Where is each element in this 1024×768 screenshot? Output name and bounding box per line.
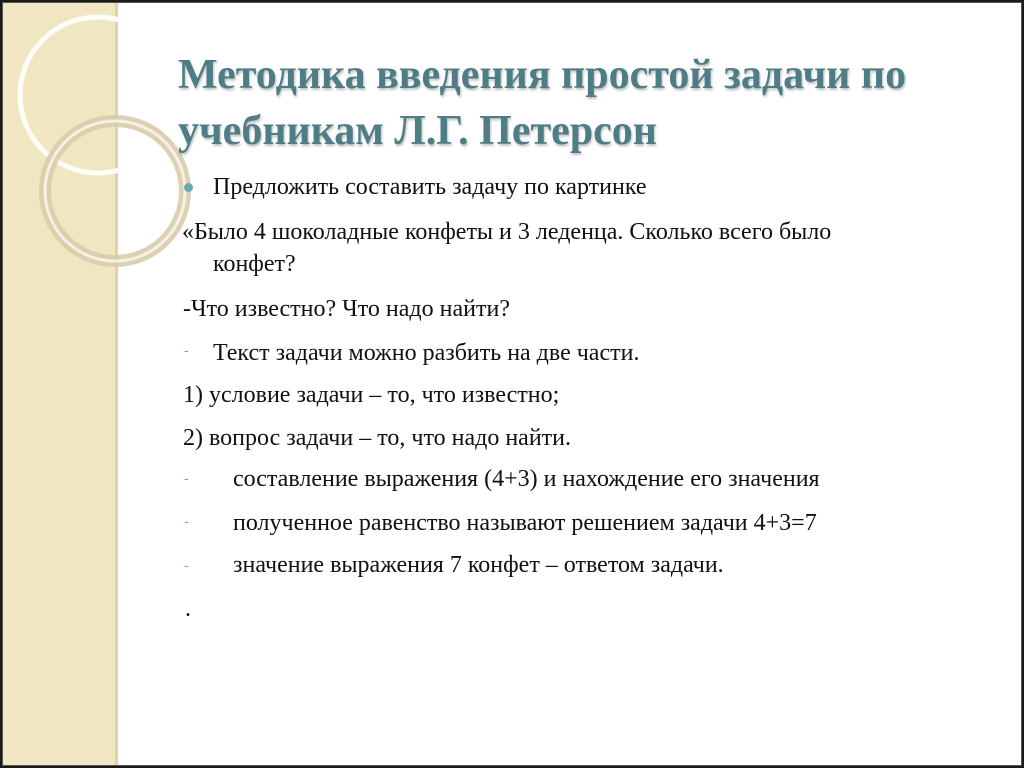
dash-text-2: составление выражения (4+3) и нахождение его значения <box>233 466 820 492</box>
title-line-1: Методика введения простой задачи по <box>178 52 907 98</box>
dash-text-1: Текст задачи можно разбить на две части. <box>213 340 640 366</box>
slide <box>2 2 1022 766</box>
dash-marker-2: - <box>184 470 189 486</box>
quote-line-1: «Было 4 шоколадные конфеты и 3 леденца. Сколько всего было <box>182 219 832 245</box>
dash-text-4: значение выражения 7 конфет – ответом задачи. <box>233 552 724 578</box>
decorative-circles <box>3 3 203 303</box>
bullet-text-1: Предложить составить задачу по картинке <box>213 174 647 200</box>
trailing-dot: . <box>185 596 191 622</box>
list-item-1: 1) условие задачи – то, что известно; <box>183 382 560 408</box>
quote-line-2: конфет? <box>213 251 296 277</box>
title-line-2: учебникам Л.Г. Петерсон <box>178 108 657 154</box>
question-line: -Что известно? Что надо найти? <box>183 296 510 322</box>
bullet-dot-icon <box>184 183 193 192</box>
decorative-circle-large <box>20 17 176 173</box>
dash-text-3: полученное равенство называют решением задачи 4+3=7 <box>233 510 817 536</box>
dash-marker-4: - <box>184 557 189 573</box>
slide-title <box>178 47 998 159</box>
dash-marker-3: - <box>184 513 189 529</box>
list-item-2: 2) вопрос задачи – то, что надо найти. <box>183 425 571 451</box>
decorative-circle-ring-highlight <box>45 121 185 261</box>
dash-marker-1: - <box>184 342 189 358</box>
